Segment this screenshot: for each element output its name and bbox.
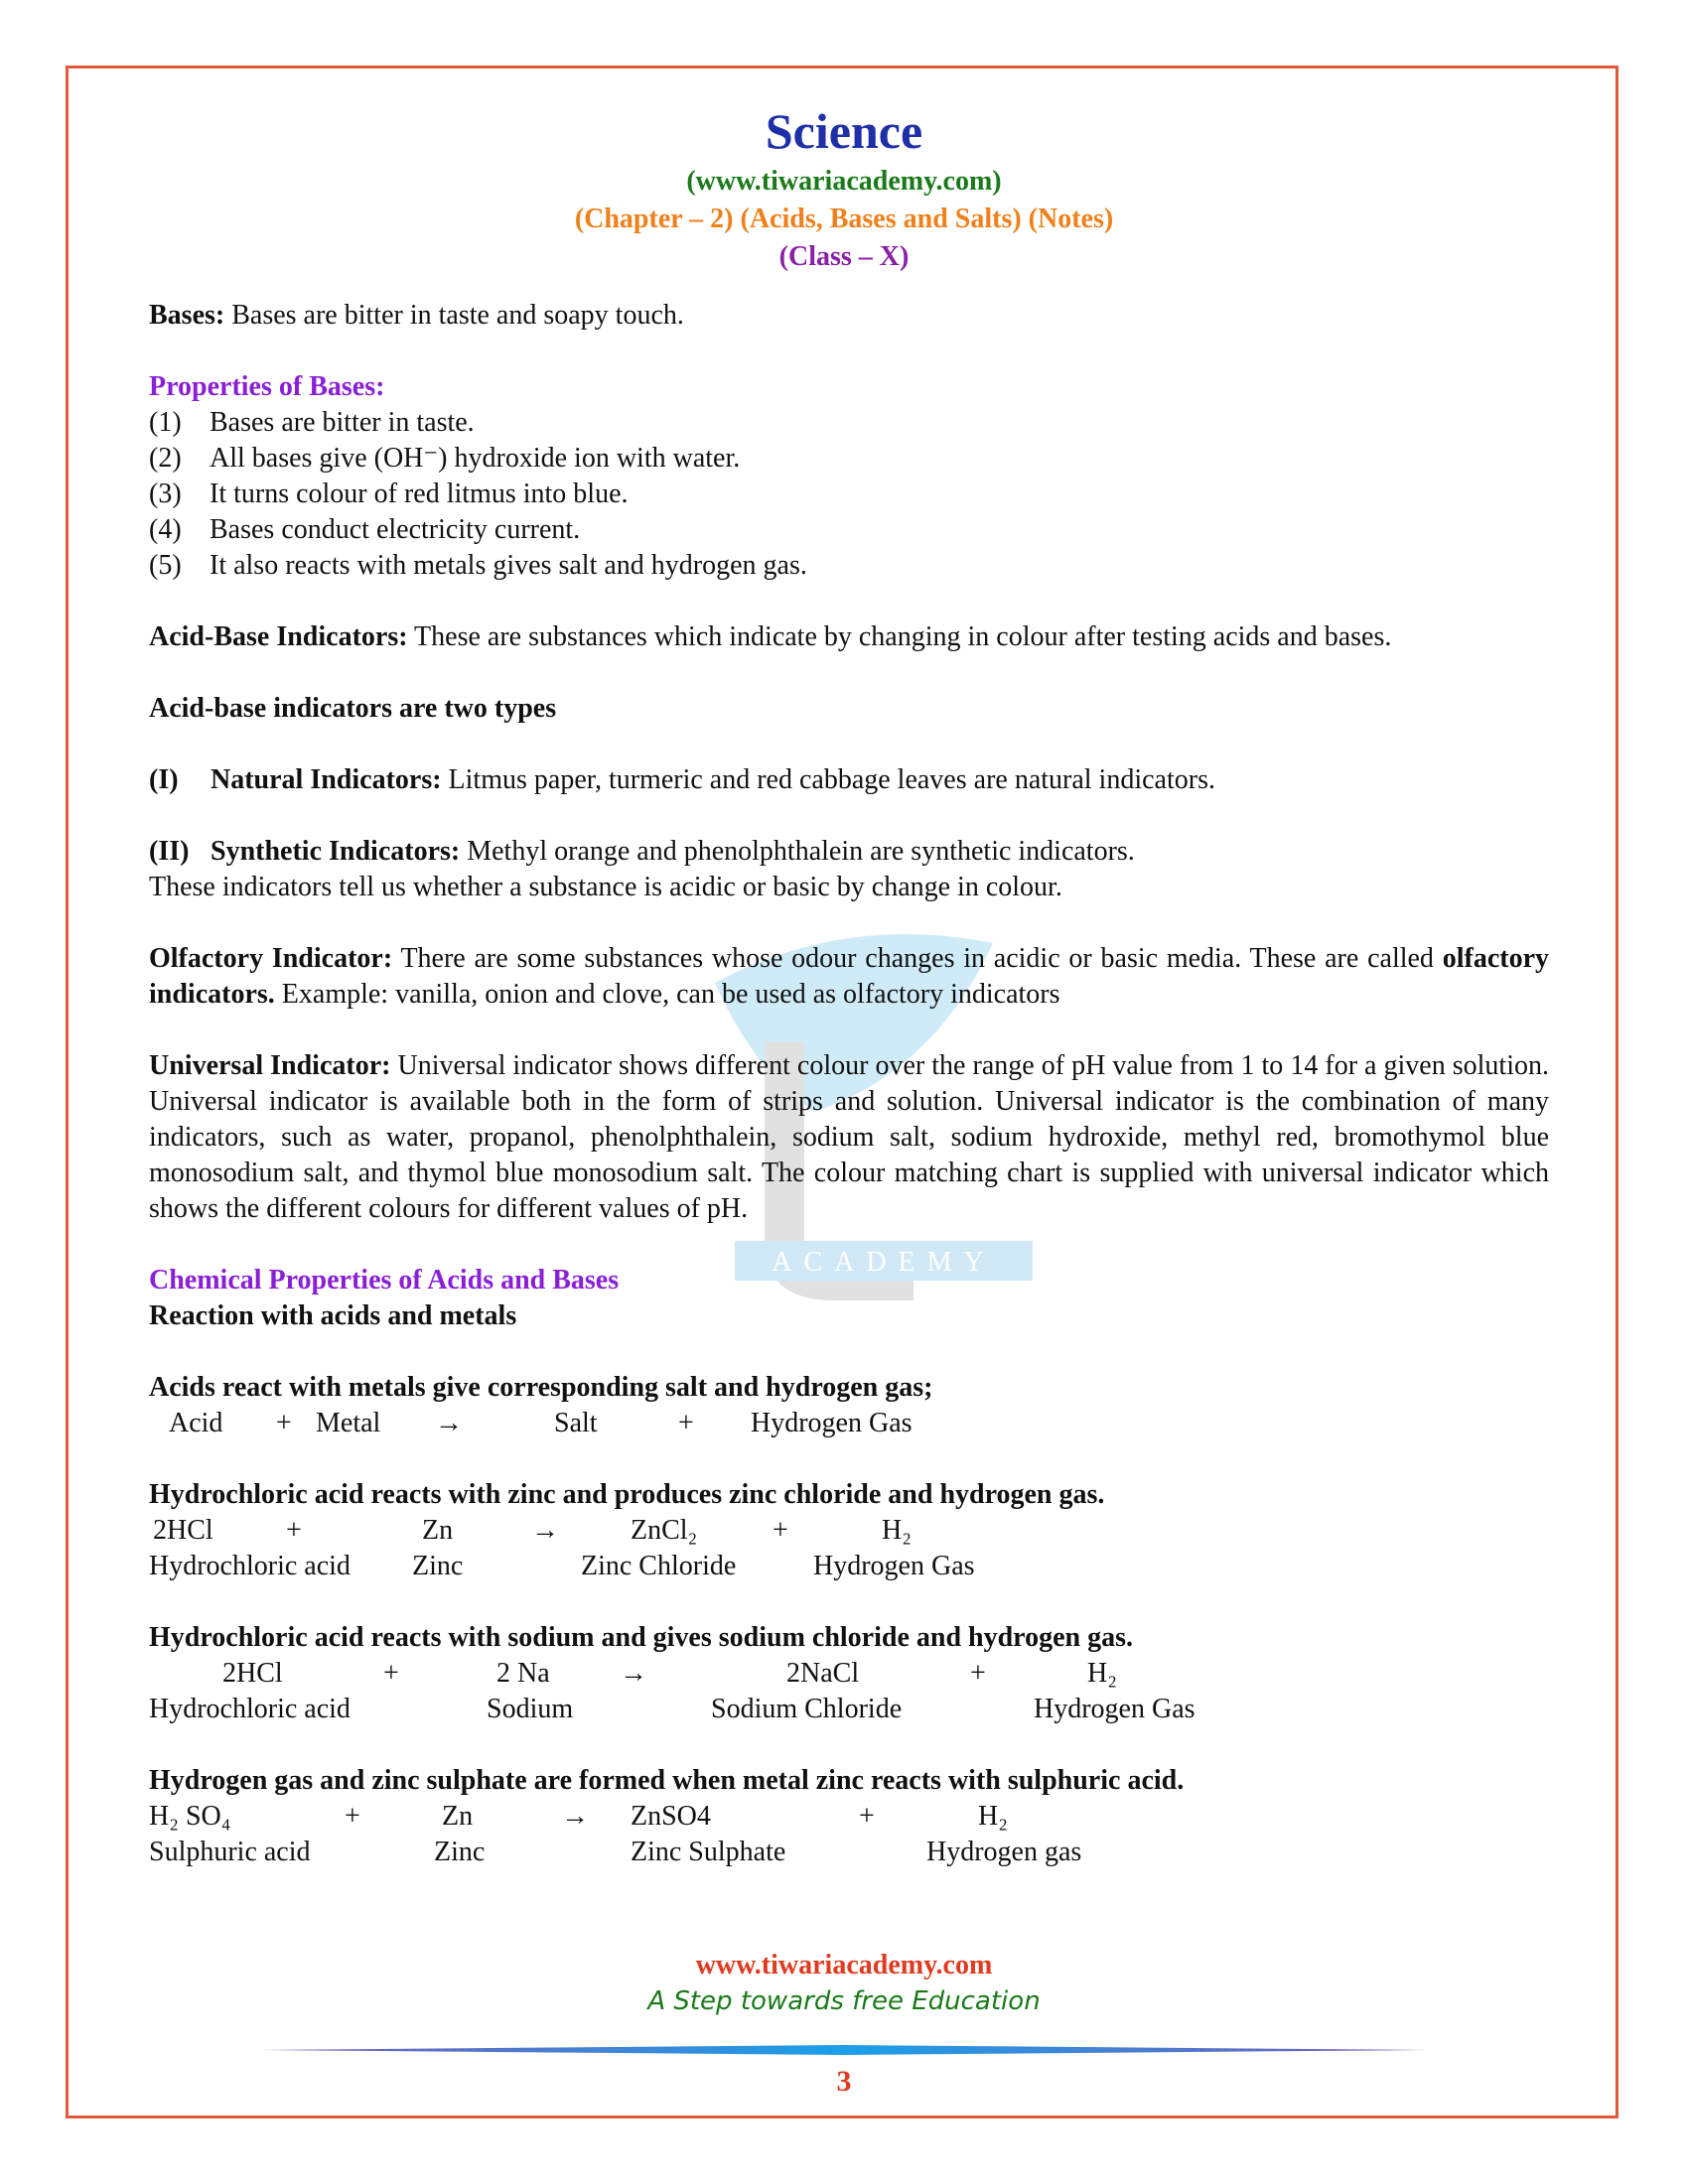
- list-item: (1) Bases are bitter in taste.: [149, 407, 475, 438]
- footer-url[interactable]: www.tiwariacademy.com: [695, 1950, 993, 1980]
- list-item: (5) It also reacts with metals gives salt and hydrogen gas.: [149, 550, 807, 581]
- natural-indicators: (I) Natural Indicators: Litmus paper, turmeric and red cabbage leaves are natural indicators.: [149, 764, 1215, 795]
- page-header: [0, 99, 1688, 276]
- reaction-subheading: Reaction with acids and metals: [149, 1300, 517, 1331]
- olfactory-indicator-definition: Olfactory Indicator: There are some substances whose odour changes in acidic or basic media. These are called olfactory indicators. Example: vanilla, onion and clove, can be used as olfactory indicators: [149, 943, 1550, 1010]
- page-title: Science: [765, 103, 923, 159]
- equation-1-heading: Acids react with metals give corresponding salt and hydrogen gas;: [149, 1372, 933, 1403]
- equation-4-formula: H₂ SO₄ + Zn → ZnSO4 + H₂: [149, 1801, 1008, 1832]
- acid-base-indicators-definition: Acid-Base Indicators: These are substances which indicate by changing in colour after testing acids and bases.: [149, 621, 1392, 652]
- class-label: (Class – X): [778, 241, 910, 272]
- equation-2-heading: Hydrochloric acid reacts with zinc and produces zinc chloride and hydrogen gas.: [149, 1479, 1105, 1510]
- header-url[interactable]: (www.tiwariacademy.com): [686, 166, 1002, 197]
- universal-indicator-definition: Universal Indicator: Universal indicator shows different colour over the range of pH value from 1 to 14 for a given solution. Universal indicator is available both in the form of strips and solution. Universal indicator is the combination of many indicators, such as water, propanol, phenolphthalein, sodium salt, sodium hydroxide, methyl red, bromothymol blue monosodium salt, and thymol blue monosodium salt. The colour matching chart is supplied with universal indicator which shows the different colours for different values of pH.: [149, 1050, 1549, 1224]
- list-item: (4) Bases conduct electricity current.: [149, 514, 581, 545]
- list-item: (2) All bases give (OH⁻) hydroxide ion with water.: [149, 443, 741, 474]
- chemical-properties-heading: Chemical Properties of Acids and Bases: [149, 1265, 620, 1296]
- equation-3-heading: Hydrochloric acid reacts with sodium and gives sodium chloride and hydrogen gas.: [149, 1622, 1133, 1653]
- watermark-text: ACADEMY: [772, 1247, 996, 1278]
- footer-tagline: A Step towards free Education: [647, 1986, 1041, 2016]
- page-number: 3: [836, 2065, 852, 2098]
- page-footer: [0, 1948, 1688, 2019]
- equation-2-formula: 2HCl + Zn → ZnCl₂ + H₂: [153, 1515, 912, 1546]
- equation-3-formula: 2HCl + 2 Na → 2NaCl + H₂: [222, 1658, 1117, 1689]
- synthetic-indicators: (II) Synthetic Indicators: Methyl orange and phenolphthalein are synthetic indicators.: [149, 836, 1135, 867]
- equation-4-names: Sulphuric acid Zinc Zinc Sulphate Hydrogen gas: [149, 1837, 1082, 1867]
- bases-text: Bases are bitter in taste and soapy touch.: [224, 300, 684, 331]
- equation-2-names: Hydrochloric acid Zinc Zinc Chloride Hydrogen Gas: [149, 1551, 975, 1581]
- indicator-types-heading: Acid-base indicators are two types: [149, 693, 557, 724]
- footer-divider: [260, 2045, 1428, 2055]
- equation-1-word: Acid + Metal → Salt + Hydrogen Gas: [169, 1408, 913, 1438]
- notes-content: [149, 298, 1549, 1870]
- chapter-title: (Chapter – 2) (Acids, Bases and Salts) (Notes): [574, 204, 1114, 234]
- synthetic-note: These indicators tell us whether a substance is acidic or basic by change in colour.: [149, 872, 1062, 902]
- properties-heading: Properties of Bases:: [149, 371, 385, 402]
- list-item: (3) It turns colour of red litmus into blue.: [149, 478, 629, 509]
- bases-definition: [149, 298, 1549, 334]
- equation-3-names: Hydrochloric acid Sodium Sodium Chloride Hydrogen Gas: [149, 1694, 1196, 1724]
- equation-4-heading: Hydrogen gas and zinc sulphate are formed when metal zinc reacts with sulphuric acid.: [149, 1765, 1185, 1796]
- bases-term: Bases:: [149, 300, 225, 331]
